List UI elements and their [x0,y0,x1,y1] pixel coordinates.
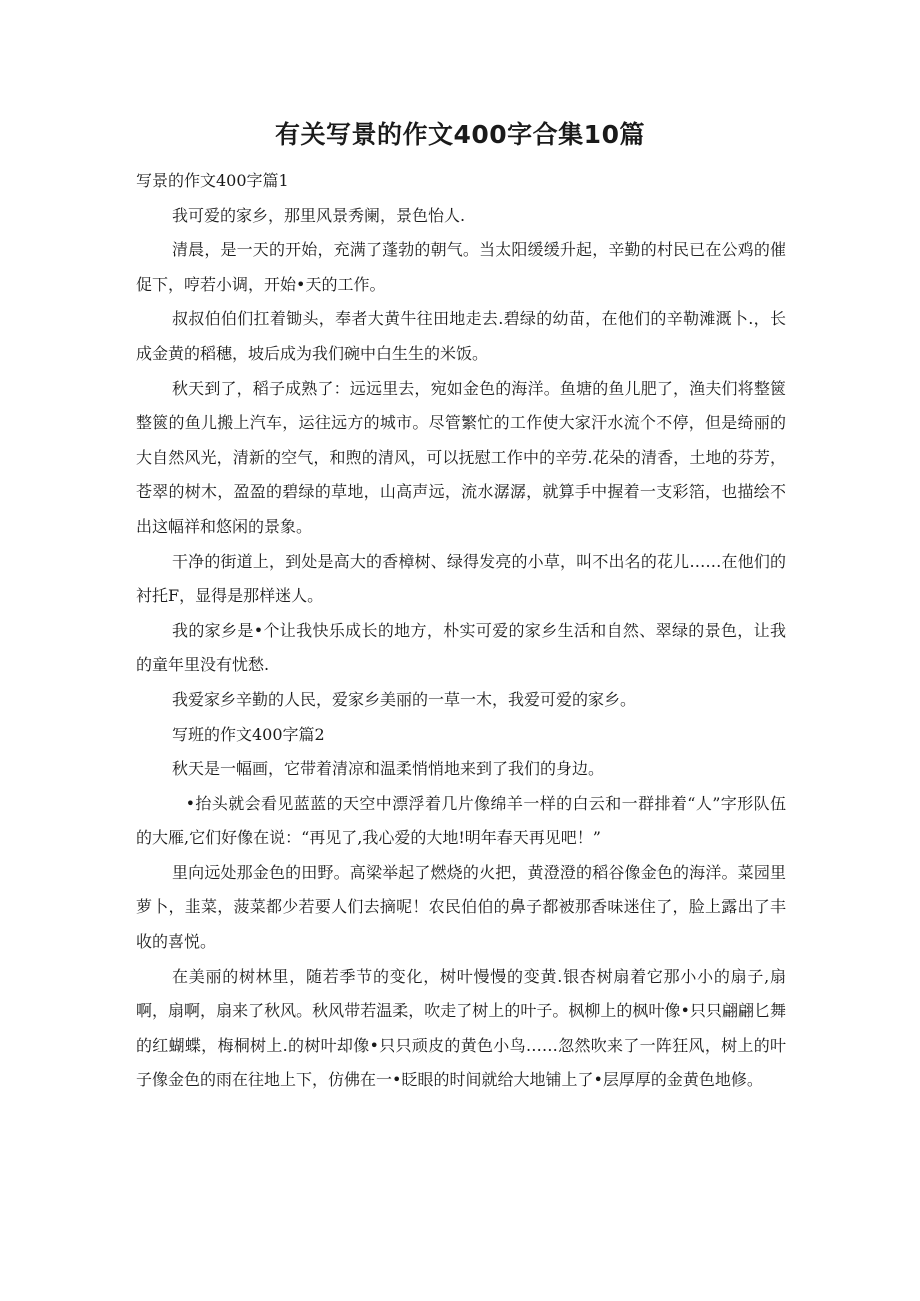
section-heading-2: 写班的作文400字篇2 [172,724,325,744]
paragraph: 我可爱的家乡，那里风景秀阑，景色怡人. [172,205,466,225]
paragraph: •抬头就会看见蓝蓝的天空中漂浮着几片像绵羊一样的白云和一群排着“人”字形队伍的大雁,它们好像在说：“再见了,我心爱的大地!明年春天再见吧！” [136,793,786,848]
document-title: 有关写景的作文400字合集10篇 [275,120,645,149]
section-heading-1: 写景的作文400字篇1 [136,171,289,190]
paragraph: 我爱家乡辛勤的人民，爱家乡美丽的一草一木，我爱可爱的家乡。 [172,689,637,709]
paragraph: 里向远处那金色的田野。高梁举起了燃烧的火把，黄澄澄的稻谷像金色的海洋。菜园里萝卜，韭菜，菠菜都少若要人们去摘呢！农民伯伯的鼻子都被那香味迷住了，脸上露出了丰收的喜悦。 [136,862,786,952]
paragraph: 在美丽的树林里，随若季节的变化，树叶慢慢的变黄.银杏树扇着它那小小的扇子,扇啊，扇啊，扇来了秋风。秋风带若温柔，吹走了树上的叶子。枫柳上的枫叶像•只只翩翩匕舞的红蝴蝶，梅桐树上.的树叶却像•只只顽皮的黄色小鸟……忽然吹来了一阵狂风，树上的叶子像金色的雨在往地上下，仿佛在一•眨眼的时间就给大地铺上了•层厚厚的金黄色地修。 [136,966,786,1090]
paragraph: 秋天到了，稻子成熟了：远远里去，宛如金色的海洋。鱼塘的鱼儿肥了，渔夫们将整篋整篋的鱼儿搬上汽车，运往远方的城市。尽管繁忙的工作使大家汗水流个不停，但是绮丽的大自然风光，清新的空气，和煦的清风，可以抚慰工作中的辛劳.花朵的清香，土地的芬芳，苍翠的树木，盈盈的碧绿的草地，山高声远，流水潺潺，就算手中握着一支彩箔，也描绘不出这幅祥和悠闲的景象。 [136,378,786,536]
paragraph: 秋天是一幅画，它带着清凉和温柔悄悄地来到了我们的身边。 [172,759,605,779]
paragraph: 叔叔伯伯们扛着锄头，奉者大黄牛往田地走去.碧绿的幼苗，在他们的辛勒滩溉卜.，长成金黄的稻穗，坡后成为我们碗中白生生的米饭。 [136,309,786,363]
paragraph: 我的家乡是•个让我快乐成长的地方，朴实可爱的家乡生活和自然、翠绿的景色，让我的童年里没有忧愁. [136,620,786,675]
paragraph: 干净的街道上，到处是高大的香樟树、绿得发亮的小草，叫不出名的花儿……在他们的衬托F，显得是那样迷人。 [136,551,786,606]
paragraph: 清晨，是一天的开始，充满了蓬勃的朝气。当太阳缓缓升起，辛勤的村民已在公鸡的催促下，哼若小调，开始•天的工作。 [136,240,786,294]
document-body [136,164,786,1098]
